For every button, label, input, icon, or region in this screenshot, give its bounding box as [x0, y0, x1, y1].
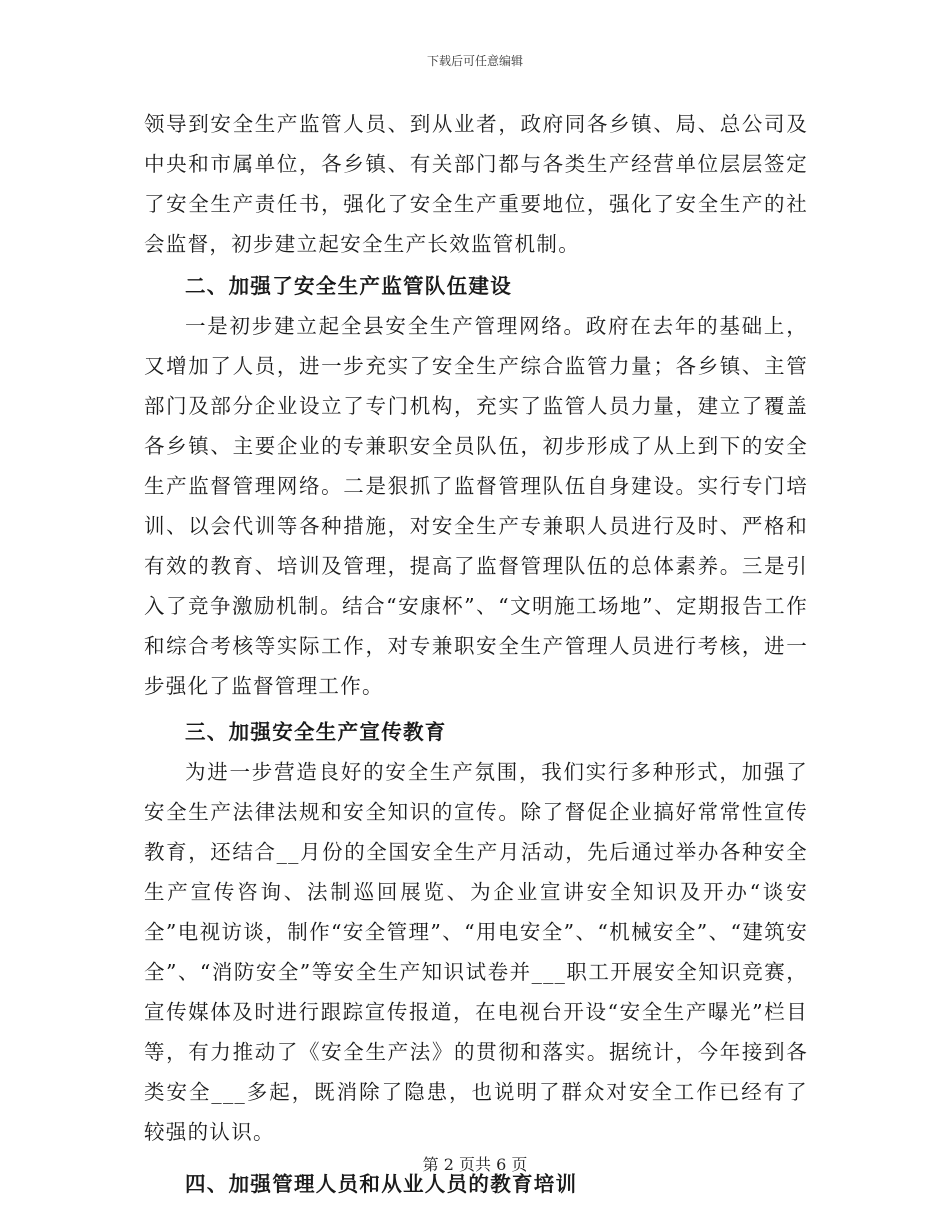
document-body	[144, 104, 808, 1204]
paragraph-1: 领导到安全生产监管人员、到从业者，政府同各乡镇、局、总公司及中央和市属单位，各乡镇、有关部门都与各类生产经营单位层层签定了安全生产责任书，强化了安全生产重要地位，强化了安全生产的社会监督，初步建立起安全生产长效监管机制。	[144, 112, 808, 256]
page-number: 第 2 页共 6 页	[422, 1155, 528, 1174]
section-heading-2: 二、加强了安全生产监管队伍建设	[185, 274, 512, 298]
section-heading-4: 四、加强管理人员和从业人员的教育培训	[185, 1172, 578, 1196]
paragraph-2: 一是初步建立起全县安全生产管理网络。政府在去年的基础上，又增加了人员，进一步充实了安全生产综合监管力量；各乡镇、主管部门及部分企业设立了专门机构，充实了监管人员力量，建立了覆盖各乡镇、主要企业的专兼职安全员队伍，初步形成了从上到下的安全生产监督管理网络。二是狠抓了监督管理队伍自身建设。实行专门培训、以会代训等各种措施，对安全生产专兼职人员进行及时、严格和有效的教育、培训及管理，提高了监督管理队伍的总体素养。三是引入了竞争激励机制。结合“安康杯”、“文明施工场地”、定期报告工作和综合考核等实际工作，对专兼职安全生产管理人员进行考核，进一步强化了监督管理工作。	[144, 314, 808, 698]
paragraph-3: 为进一步营造良好的安全生产氛围，我们实行多种形式，加强了安全生产法律法规和安全知识的宣传。除了督促企业搞好常常性宣传教育，还结合__月份的全国安全生产月活动，先后通过举办各种安全生产宣传咨询、法制巡回展览、为企业宣讲安全知识及开办“谈安全”电视访谈，制作“安全管理”、“用电安全”、“机械安全”、“建筑安全”、“消防安全”等安全生产知识试卷并___职工开展安全知识竞赛，宣传媒体及时进行跟踪宣传报道，在电视台开设“安全生产曝光”栏目等，有力推动了《安全生产法》的贯彻和落实。据统计，今年接到各类安全___多起，既消除了隐患，也说明了群众对安全工作已经有了较强的认识。	[144, 760, 808, 1144]
section-heading-3: 三、加强安全生产宣传教育	[185, 720, 447, 744]
page-header: 下载后可任意编辑	[426, 54, 523, 68]
